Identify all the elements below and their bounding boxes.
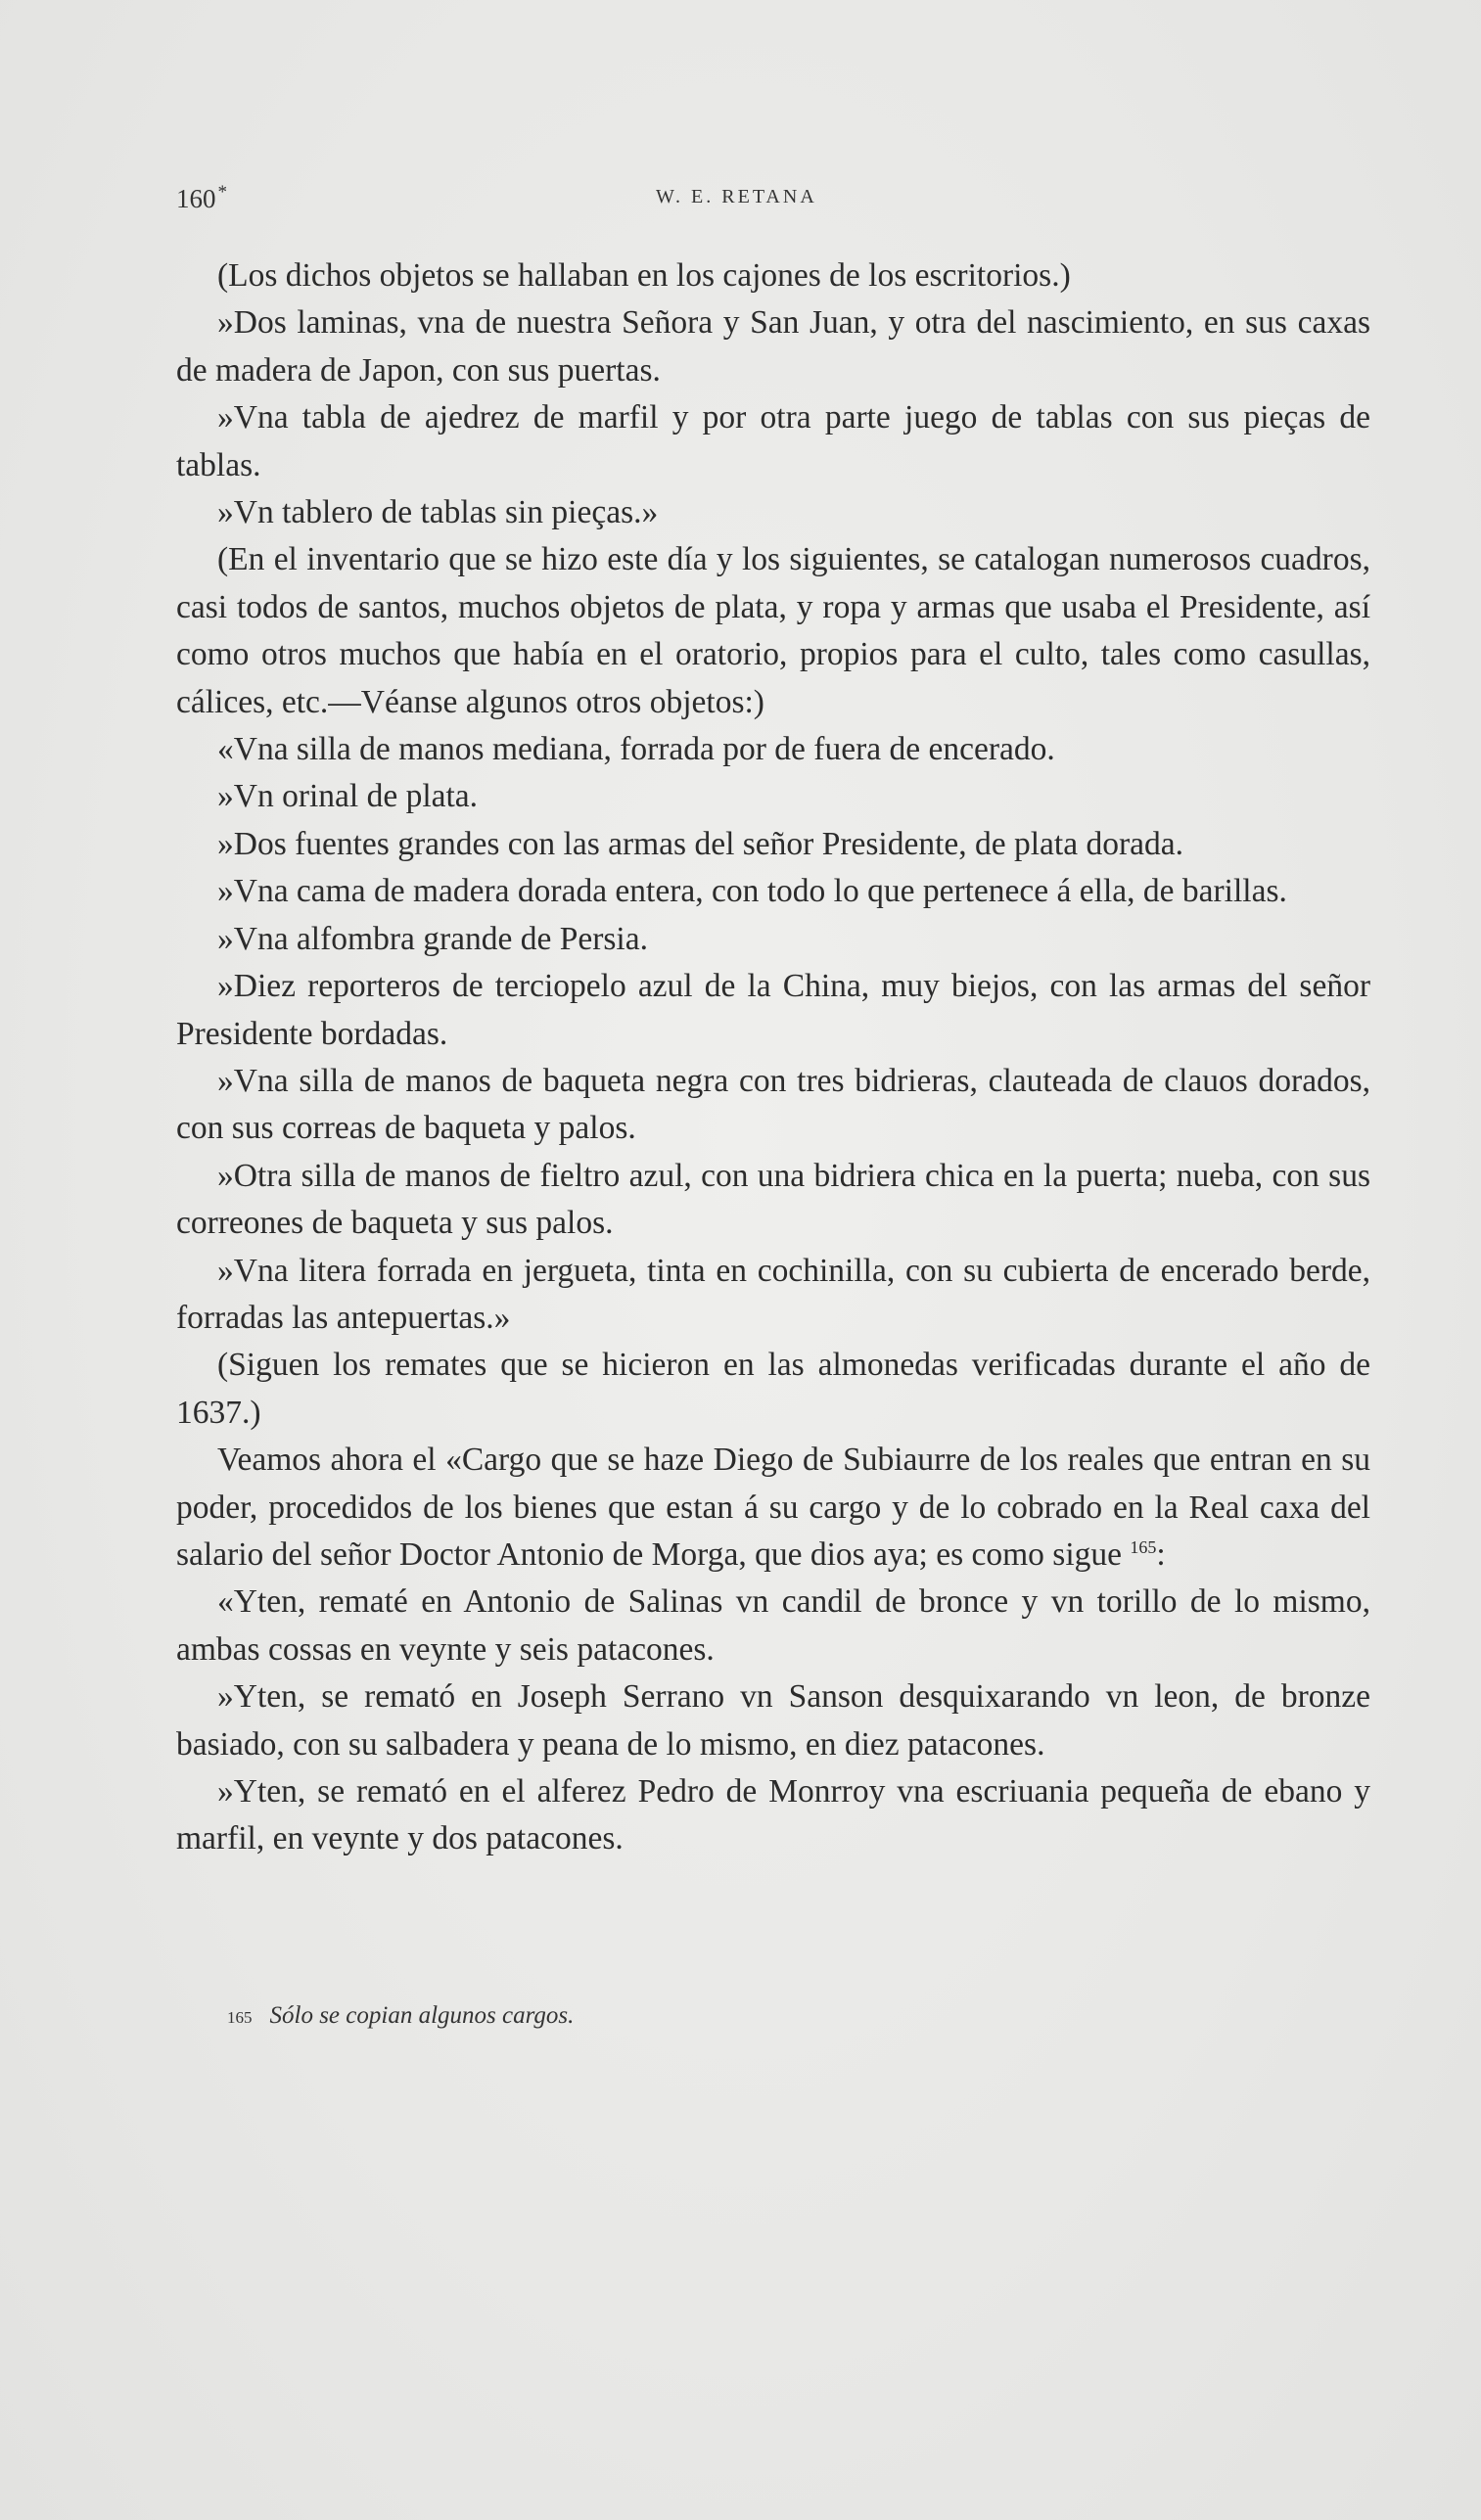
paragraph-punctuation: :: [1156, 1535, 1166, 1573]
paragraph: «Yten, rematé en Antonio de Salinas vn candil de bronce y vn torillo de lo mismo, ambas cossas en veynte y seis patacones.: [176, 1583, 1370, 1668]
paragraph: »Vna tabla de ajedrez de marfil y por otra parte juego de tablas con sus pieças de tablas.: [176, 399, 1370, 483]
paragraph: »Dos fuentes grandes con las armas del señor Presidente, de plata dorada.: [217, 825, 1183, 862]
footnote-number: 165: [227, 2008, 253, 2027]
paragraph: »Yten, se remató en Joseph Serrano vn Sanson desquixarando vn leon, de bronze basiado, con su salbadera y peana de lo mismo, en diez patacones.: [176, 1678, 1370, 1763]
body-text: [176, 252, 1370, 1863]
paragraph: (Siguen los remates que se hicieron en las almonedas verificadas durante el año de 1637.): [176, 1347, 1370, 1431]
paragraph-with-note: [176, 1437, 1370, 1579]
paragraph: «Vna silla de manos mediana, forrada por de fuera de encerado.: [217, 731, 1055, 768]
paragraph: (En el inventario que se hizo este día y los siguientes, se catalogan numerosos cuadros, casi todos de santos, muchos objetos de plata, y ropa y armas que usaba el Presidente, así como otros muchos que había en el oratorio, propios para el culto, tales como casullas, cálices, etc.—Véanse algunos otros objetos:): [176, 541, 1370, 720]
paragraph: »Vna alfombra grande de Persia.: [217, 920, 648, 957]
paragraph: »Vna litera forrada en jergueta, tinta en cochinilla, con su cubierta de encerado berde, forradas las antepuertas.»: [176, 1252, 1370, 1336]
paragraph: »Dos laminas, vna de nuestra Señora y San Juan, y otra del nascimiento, en sus caxas de madera de Japon, con sus puertas.: [176, 304, 1370, 389]
paragraph: »Vn orinal de plata.: [217, 778, 479, 815]
paragraph: »Vna silla de manos de baqueta negra con tres bidrieras, clauteada de clauos dorados, con sus correas de baqueta y palos.: [176, 1062, 1370, 1147]
page-mark: *: [217, 182, 227, 203]
footnote-text: Sólo se copian algunos cargos.: [269, 2002, 575, 2029]
footnote: [176, 2002, 574, 2030]
paragraph-text: Veamos ahora el «Cargo que se haze Diego de Subiaurre de los reales que entran en su poder, procedidos de los bienes que estan á su cargo y de lo cobrado en la Real caxa del salario del señor Doctor Antonio de Morga, que dios aya; es como sigue: [176, 1442, 1370, 1573]
paragraph: »Vn tablero de tablas sin pieças.»: [217, 494, 659, 531]
paragraph: »Diez reporteros de terciopelo azul de la China, muy biejos, con las armas del señor Presidente bordadas.: [176, 968, 1370, 1052]
paragraph: »Vna cama de madera dorada entera, con todo lo que pertenece á ella, de barillas.: [217, 873, 1287, 910]
paragraph: »Otra silla de manos de fieltro azul, con una bidriera chica en la puerta; nueba, con sus correones de baqueta y sus palos.: [176, 1157, 1370, 1242]
book-page: [176, 182, 1370, 2433]
paragraph: »Yten, se remató en el alferez Pedro de Monrroy vna escriuania pequeña de ebano y marfil, en veynte y dos patacones.: [176, 1773, 1370, 1857]
paragraph: (Los dichos objetos se hallaban en los cajones de los escritorios.): [217, 257, 1071, 294]
footnote-reference: 165: [1130, 1536, 1157, 1557]
running-head: [176, 182, 1370, 221]
page-number: 160 *: [176, 182, 227, 213]
running-head-author: W. E. RETANA: [656, 186, 817, 207]
